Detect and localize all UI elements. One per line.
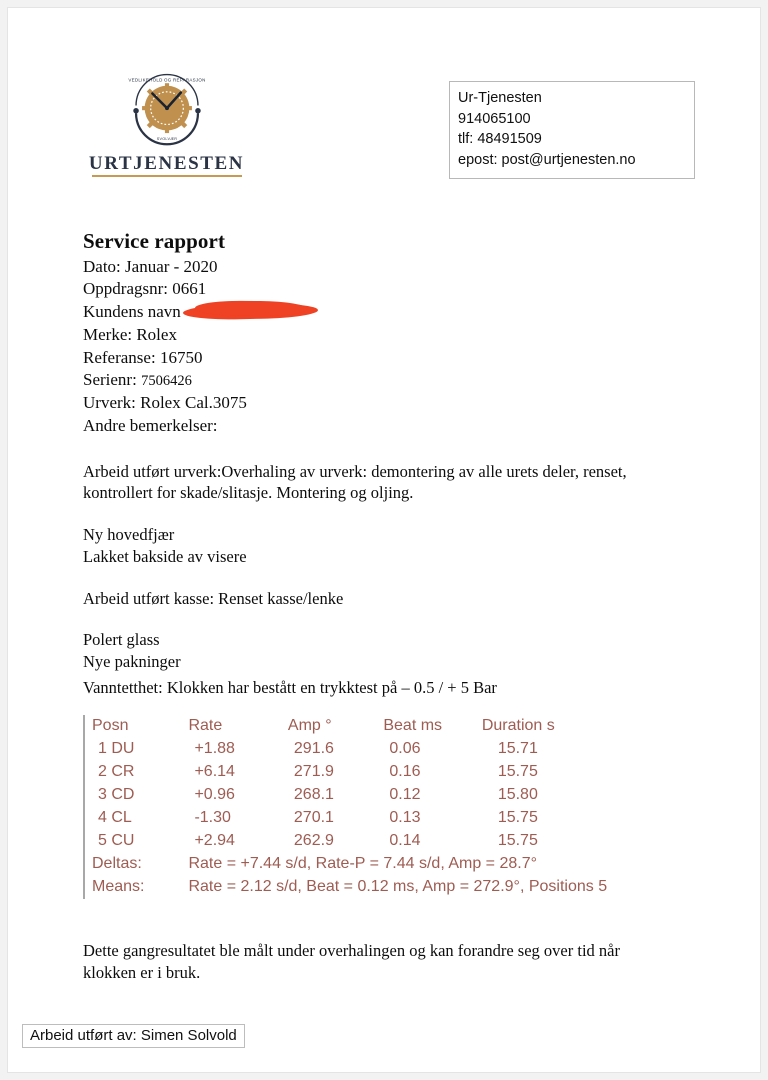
contact-org-number: 914065100 — [458, 110, 531, 127]
meta-row-serienr — [83, 369, 683, 392]
column-header-duration: Duration s — [481, 717, 555, 734]
work-movement-paragraph — [83, 461, 683, 505]
table-row — [92, 830, 692, 853]
meta-row-kundens-navn — [83, 301, 683, 324]
meta-row-urverk — [83, 392, 683, 415]
column-header-beat: Beat ms — [383, 717, 443, 734]
meta-row-referanse — [83, 347, 683, 370]
contact-phone: tlf: 48491509 — [458, 131, 542, 148]
meta-value-urverk: Rolex Cal.3075 — [140, 393, 247, 413]
watch-gear-emblem-icon — [124, 66, 210, 152]
meta-value-merke: Rolex — [136, 324, 177, 344]
svg-text:SVOLVÆR: SVOLVÆR — [156, 136, 177, 141]
meta-label-serienr: Serienr: — [83, 370, 137, 390]
column-header-rate: Rate — [188, 717, 223, 734]
meta-label-andre-bemerkelser: Andre bemerkelser: — [83, 415, 218, 435]
report-meta-list — [83, 256, 683, 438]
means-label: Means: — [92, 878, 145, 895]
meta-value-oppdragsnr: 0661 — [172, 279, 207, 299]
work-items-group-a — [83, 524, 683, 568]
cell-amp: 291.6 — [293, 740, 334, 757]
cell-beat: 0.12 — [389, 786, 421, 803]
cell-duration: 15.75 — [497, 763, 538, 780]
cell-rate: -1.30 — [194, 809, 231, 826]
meta-label-oppdragsnr: Oppdragsnr: — [83, 279, 168, 299]
report-body — [83, 230, 683, 673]
table-row — [92, 784, 692, 807]
technician-signature-box: Arbeid utført av: Simen Solvold — [22, 1024, 245, 1048]
svg-text:VEDLIKEHOLD OG REPARASJON: VEDLIKEHOLD OG REPARASJON — [127, 77, 206, 83]
meta-row-merke — [83, 324, 683, 347]
summary-row-deltas — [92, 853, 692, 876]
deltas-label: Deltas: — [92, 855, 142, 872]
meta-row-dato — [83, 256, 683, 279]
cell-rate: +0.96 — [194, 786, 235, 803]
redaction-mark — [183, 303, 318, 321]
disclaimer-note — [83, 940, 663, 985]
cell-posn: 5 CU — [98, 832, 135, 849]
work-movement-line-2: kontrollert for skade/slitasje. Montering og oljing. — [83, 483, 414, 503]
means-value: Rate = 2.12 s/d, Beat = 0.12 ms, Amp = 272.9°, Positions 5 — [188, 878, 608, 895]
cell-amp: 270.1 — [293, 809, 334, 826]
deltas-value: Rate = +7.44 s/d, Rate-P = 7.44 s/d, Amp = 28.7° — [188, 855, 537, 872]
cell-duration: 15.71 — [497, 740, 538, 757]
work-item-hovedfjaer: Ny hovedfjær — [83, 525, 175, 545]
table-row — [92, 738, 692, 761]
work-item-lakket-visere: Lakket bakside av visere — [83, 546, 247, 566]
cell-duration: 15.75 — [497, 809, 538, 826]
column-header-amp: Amp ° — [287, 717, 332, 734]
meta-row-oppdragsnr — [83, 278, 683, 301]
page-title: Service rapport — [83, 229, 226, 253]
meta-label-dato: Dato: — [83, 256, 121, 276]
summary-row-means — [92, 876, 692, 899]
table-header-row — [92, 715, 692, 738]
work-case-paragraph: Arbeid utført kasse: Renset kasse/lenke — [83, 588, 344, 608]
company-logo — [84, 66, 249, 177]
meta-row-andre-bemerkelser — [83, 415, 683, 438]
cell-beat: 0.16 — [389, 763, 421, 780]
logo-wordmark: URTJENESTEN — [88, 153, 245, 174]
company-contact-box — [449, 81, 695, 179]
work-item-nye-pakninger: Nye pakninger — [83, 652, 181, 672]
paper-sheet — [8, 8, 760, 1072]
meta-value-serienr: 7506426 — [141, 373, 192, 390]
cell-posn: 3 CD — [98, 786, 135, 803]
table-row — [92, 807, 692, 830]
disclaimer-line-1: Dette gangresultatet ble målt under overhalingen og kan forandre seg over tid når — [83, 941, 620, 960]
cell-beat: 0.14 — [389, 832, 421, 849]
meta-label-kundens-navn: Kundens navn — [83, 302, 181, 322]
cell-duration: 15.75 — [497, 832, 538, 849]
contact-email: epost: post@urtjenesten.no — [458, 151, 636, 168]
work-movement-line-1: Arbeid utført urverk:Overhaling av urverk: demontering av alle urets deler, renset, — [83, 461, 627, 481]
work-item-polert-glass: Polert glass — [83, 630, 160, 650]
cell-amp: 271.9 — [293, 763, 334, 780]
cell-posn: 1 DU — [98, 740, 135, 757]
water-resistance-paragraph: Vanntetthet: Klokken har bestått en trykktest på – 0.5 / + 5 Bar — [83, 678, 497, 697]
disclaimer-line-2: klokken er i bruk. — [83, 963, 201, 983]
cell-rate: +1.88 — [194, 740, 235, 757]
contact-company-name: Ur-Tjenesten — [458, 90, 542, 106]
cell-duration: 15.80 — [497, 786, 538, 803]
cell-posn: 2 CR — [98, 763, 135, 780]
column-header-posn: Posn — [92, 717, 129, 734]
meta-value-referanse: 16750 — [159, 347, 203, 367]
cell-amp: 268.1 — [293, 786, 334, 803]
meta-value-dato: Januar - 2020 — [125, 256, 218, 276]
work-items-group-b — [83, 629, 683, 673]
table-row — [92, 761, 692, 784]
logo-underline — [92, 175, 242, 177]
cell-beat: 0.13 — [389, 809, 421, 826]
meta-label-urverk: Urverk: — [83, 393, 136, 413]
timegrapher-results-table — [83, 715, 692, 899]
cell-rate: +2.94 — [194, 832, 235, 849]
cell-posn: 4 CL — [98, 809, 132, 826]
cell-rate: +6.14 — [194, 763, 235, 780]
meta-label-referanse: Referanse: — [83, 347, 156, 367]
meta-label-merke: Merke: — [83, 324, 133, 344]
cell-amp: 262.9 — [293, 832, 334, 849]
cell-beat: 0.06 — [389, 740, 421, 757]
